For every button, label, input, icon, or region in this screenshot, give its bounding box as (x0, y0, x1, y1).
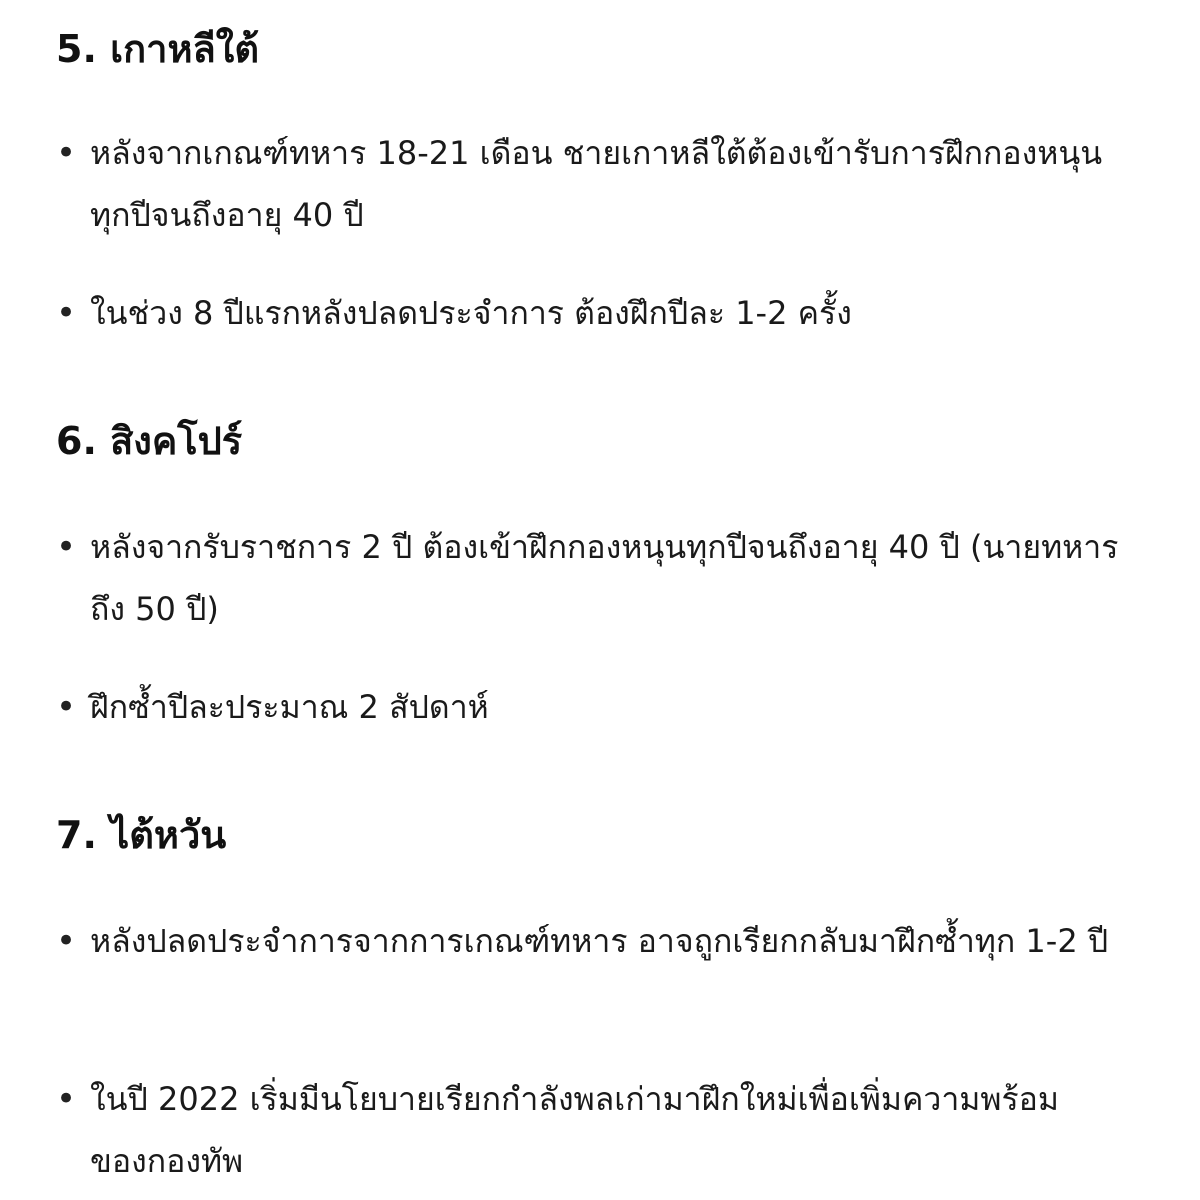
bullet-icon: • (56, 921, 77, 961)
list-item (56, 1068, 1156, 1192)
list-item (56, 122, 1156, 246)
list-item (56, 516, 1156, 640)
bullet-icon: • (56, 687, 77, 727)
bullet-icon: • (56, 1079, 77, 1119)
list-item-text: ในช่วง 8 ปีแรกหลังปลดประจำการ ต้องฝึกปีละ 1-2 ครั้ง (90, 294, 852, 332)
list-item-text: หลังจากเกณฑ์ทหาร 18-21 เดือน ชายเกาหลีใต้ต้องเข้ารับการฝึกกองหนุนทุกปีจนถึงอายุ 40 ปี (90, 134, 1103, 234)
bullet-icon: • (56, 133, 77, 173)
list-item-text: ฝึกซ้ำปีละประมาณ 2 สัปดาห์ (90, 688, 489, 726)
bullet-icon: • (56, 527, 77, 567)
list-item-text: หลังปลดประจำการจากการเกณฑ์ทหาร อาจถูกเรียกกลับมาฝึกซ้ำทุก 1-2 ปี (90, 922, 1109, 960)
list-item-text: ในปี 2022 เริ่มมีนโยบายเรียกกำลังพลเก่ามาฝึกใหม่เพื่อเพิ่มความพร้อมของกองทัพ (90, 1080, 1059, 1180)
list-item (56, 282, 1156, 344)
list-item (56, 910, 1156, 972)
list-item-text: หลังจากรับราชการ 2 ปี ต้องเข้าฝึกกองหนุนทุกปีจนถึงอายุ 40 ปี (นายทหารถึง 50 ปี) (90, 528, 1119, 628)
section-heading-south-korea: 5. เกาหลีใต้ (56, 27, 260, 71)
list-item (56, 676, 1156, 738)
bullet-icon: • (56, 293, 77, 333)
section-heading-taiwan: 7. ไต้หวัน (56, 813, 227, 857)
section-heading-singapore: 6. สิงคโปร์ (56, 419, 243, 463)
